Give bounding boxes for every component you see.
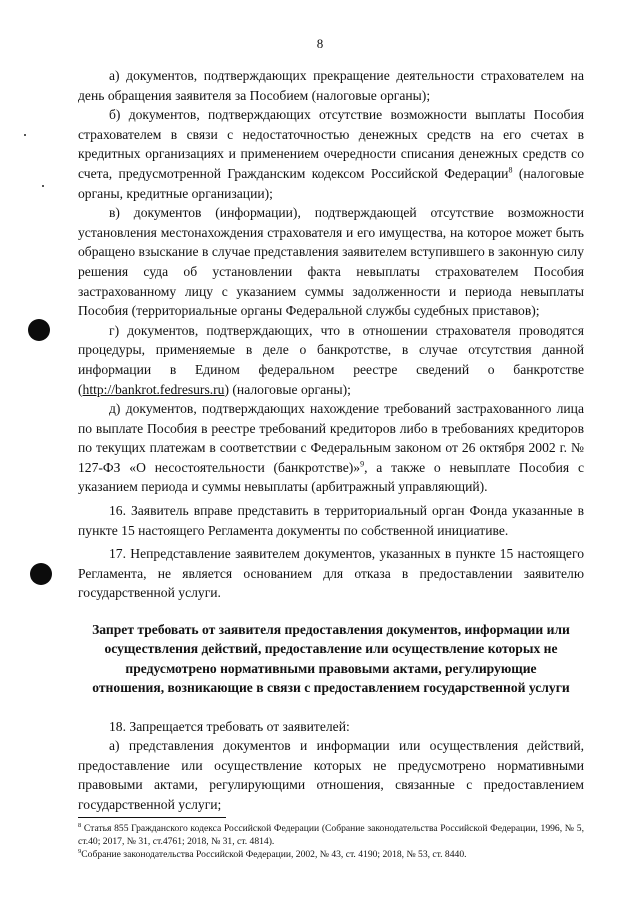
footnote-8-text: Статья 855 Гражданского кодекса Российской Федерации (Собрание законодательства Российской Федерации, 1996, № 5, ст.40; 2017, № 31, ст.4761; 2018, № 31, ст. 4814). [78, 823, 584, 847]
item-v: в) документов (информации), подтверждающей отсутствие возможности установления местонахождения страхователя и его имущества, на которое может быть обращено взыскание в случае представления заявителем вступившего в законную силу решения суда об установлении факта невыплаты страхователем Пособия застрахованному лицу с указанием суммы задолженности и периода невыплаты Пособия (территориальные органы Федеральной службы судебных приставов); [78, 205, 584, 319]
paragraph-17: 17. Непредставление заявителем документов, указанных в пункте 15 настоящего Регламента, не является основанием для отказа в предоставлении заявителю государственной услуги. [78, 546, 584, 601]
footnote-ref-9: 9 [360, 459, 365, 469]
page-number: 8 [316, 36, 324, 51]
footnote-9-mark: 9 [78, 847, 82, 855]
paragraph-18: 18. Запрещается требовать от заявителей: [109, 718, 350, 734]
item-b-text: б) документов, подтверждающих отсутствие возможности выплаты Пособия страхователем в связи с недостаточностью денежных средств на его счетах в кредитных организациях и применением очередности списания денежных средств со счета, предусмотренной Гражданским кодексом Российской Федерации [78, 107, 584, 181]
item-g-text: г) документов, подтверждающих, что в отношении страхователя проводятся процедуры, применяемые в деле о банкротстве, в случае отсутствия данной информации в Едином федеральном реестре сведений о банкротстве ( [78, 322, 584, 397]
document-body [78, 66, 584, 815]
item-a: а) документов, подтверждающих прекращение деятельности страхователем на день обращения заявителя за Пособием (налоговые органы); [78, 68, 584, 103]
footnote-separator [78, 817, 226, 818]
item-g-tail: ) (налоговые органы); [224, 381, 351, 397]
scan-mark [24, 134, 26, 136]
footnote-9 [78, 848, 584, 861]
item-b-tail: (налоговые органы, кредитные организации); [78, 165, 584, 201]
paragraph-16: 16. Заявитель вправе представить в территориальный орган Фонда указанные в пункте 15 настоящего Регламента документы по собственной инициативе. [78, 503, 584, 538]
item-d [78, 399, 584, 497]
paragraph-18-a: а) представления документов и информации или осуществления действий, предоставление или осуществление которых не предусмотрено нормативными правовыми актами, регулирующими отношения, связанные с предоставлением государственной услуги; [78, 738, 584, 813]
footnote-8 [78, 822, 584, 848]
fedresurs-link[interactable]: http://bankrot.fedresurs.ru [82, 381, 225, 397]
section-heading: Запрет требовать от заявителя предоставления документов, информации или осуществления действий, предоставление или осуществление которых не предусмотрено нормативными правовыми актами, регулирующие отношения, возникающие в связи с предоставлением государственной услуги [92, 622, 570, 696]
item-d-text: д) документов, подтверждающих нахождение требований застрахованного лица по выплате Пособия в реестре требований кредиторов либо в требованиях кредиторов по текущих платежам в соответствии с Федеральным законом от 26 октября 2002 г. № 127-ФЗ «О несостоятельности (банкротстве)» [78, 401, 584, 475]
punch-hole-top [28, 319, 50, 341]
item-b [78, 105, 584, 203]
scan-mark [42, 185, 44, 187]
footnote-ref-8: 8 [508, 165, 513, 175]
item-g [78, 321, 584, 399]
footnote-8-mark: 8 [78, 821, 82, 829]
footnotes [78, 822, 584, 861]
footnote-9-text: Собрание законодательства Российской Федерации, 2002, № 43, ст. 4190; 2018, № 53, ст. 8440. [81, 849, 467, 860]
item-d-tail: , а также о невыплате Пособия с указанием периода и суммы невыплаты (арбитражный управляющий). [78, 459, 584, 495]
punch-hole-bottom [30, 563, 52, 585]
